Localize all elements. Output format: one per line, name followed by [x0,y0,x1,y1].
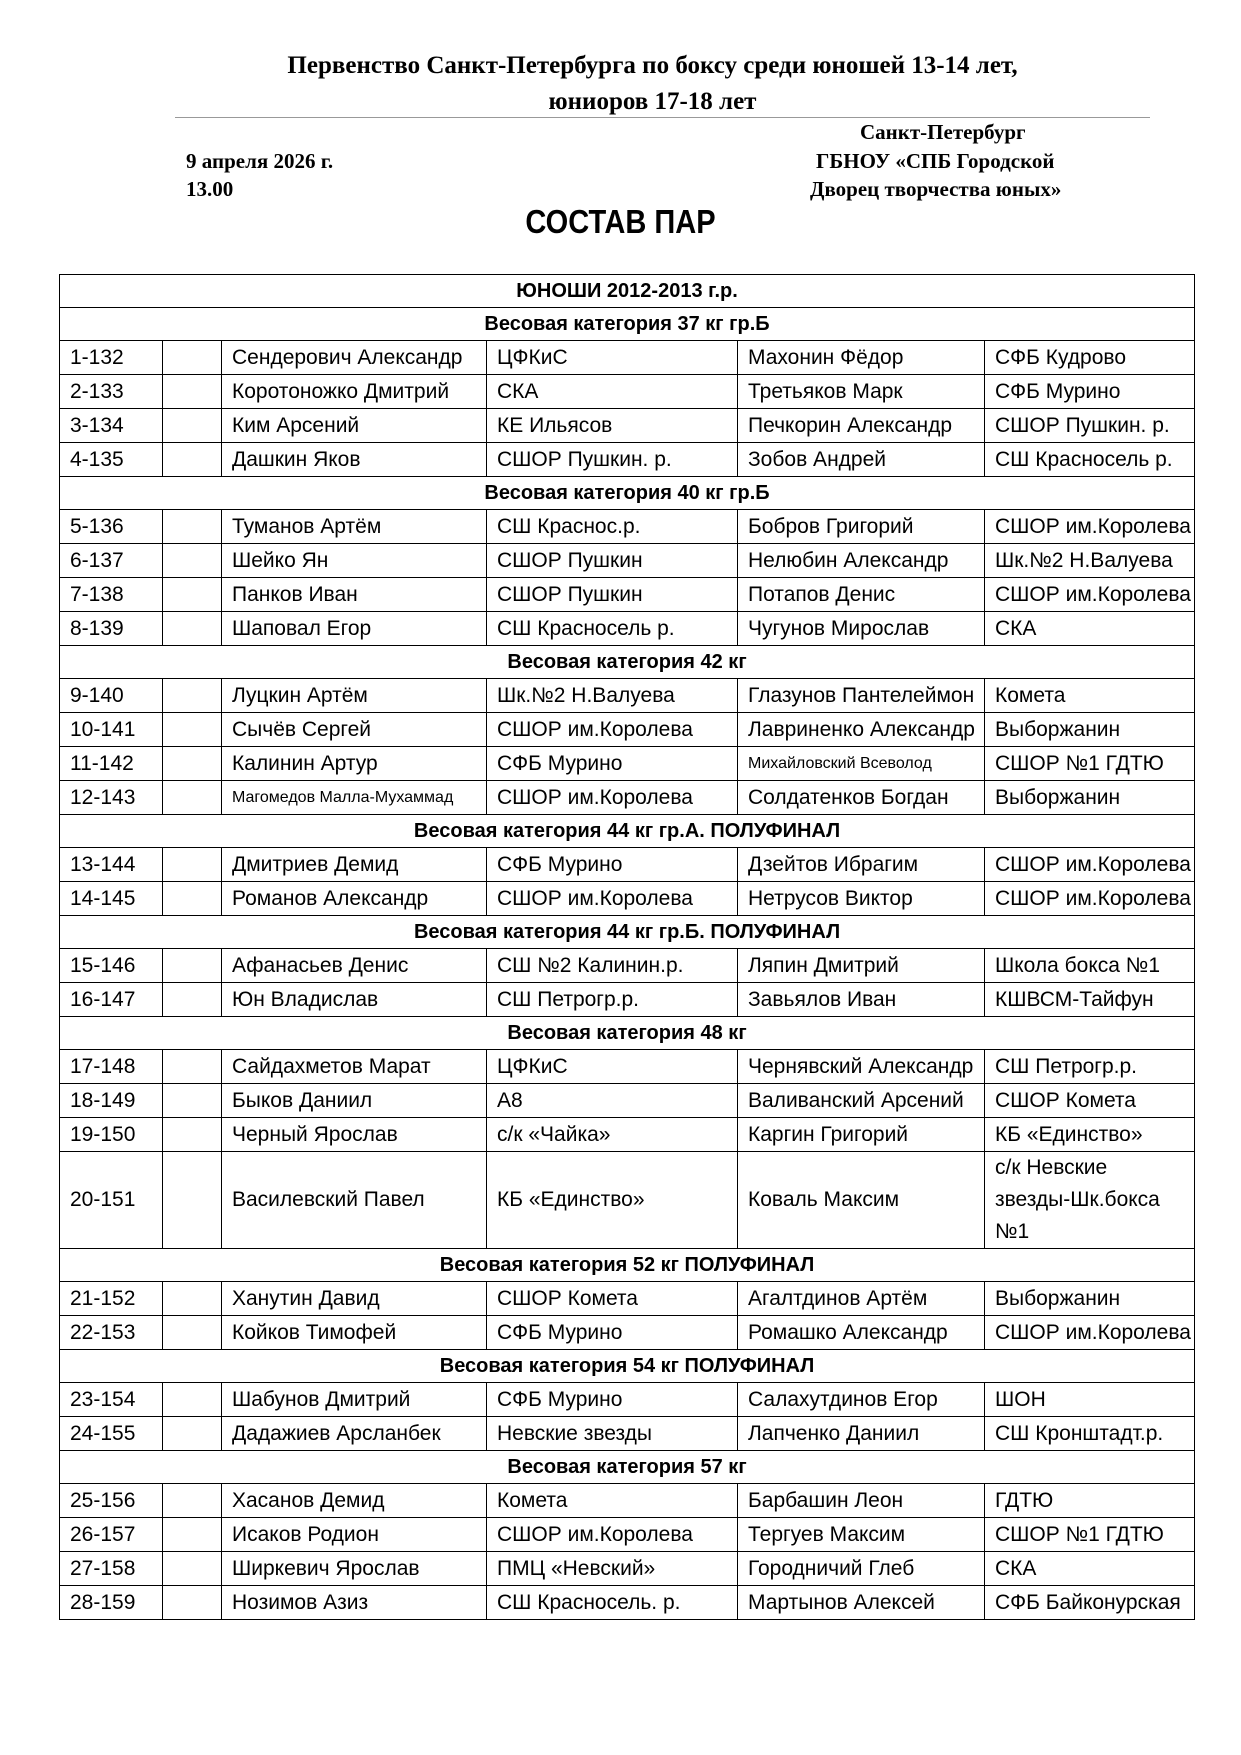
boxer-2-club: СФБ Байконурская [985,1586,1195,1620]
pair-number: 27-158 [60,1552,163,1586]
boxer-1-name: Калинин Артур [222,747,487,781]
pair-row [60,949,1195,983]
boxer-2-club: СФБ Кудрово [985,341,1195,375]
group-title-row [60,275,1195,308]
boxer-1-club: ЦФКиС [487,341,738,375]
boxer-2-name: Лапченко Даниил [738,1417,985,1451]
boxer-2-club: Выборжанин [985,713,1195,747]
boxer-1-name: Койков Тимофей [222,1316,487,1350]
document-title [170,48,1135,120]
boxer-2-name: Печкорин Александр [738,409,985,443]
boxer-2-name: Салахутдинов Егор [738,1383,985,1417]
boxer-2-club: Выборжанин [985,781,1195,815]
empty-cell [163,949,222,983]
boxer-1-name: Исаков Родион [222,1518,487,1552]
empty-cell [163,1383,222,1417]
weight-category-title: Весовая категория 37 кг гр.Б [60,308,1195,341]
weight-category-title: Весовая категория 44 кг гр.Б. ПОЛУФИНАЛ [60,916,1195,949]
boxer-2-name: Валиванский Арсений [738,1084,985,1118]
boxer-2-club: СШ Петрогр.р. [985,1050,1195,1084]
weight-category-row [60,815,1195,848]
pair-number: 25-156 [60,1484,163,1518]
pair-row [60,1316,1195,1350]
weight-category-title: Весовая категория 40 кг гр.Б [60,477,1195,510]
boxer-1-name: Туманов Артём [222,510,487,544]
weight-category-title: Весовая категория 42 кг [60,646,1195,679]
boxer-1-club: СФБ Мурино [487,747,738,781]
venue-line-2: Дворец творчества юных» [810,177,1062,201]
pairs-table-body [60,275,1195,1620]
pair-number: 11-142 [60,747,163,781]
boxer-2-club: СШОР им.Королева [985,1316,1195,1350]
boxer-1-club: СШОР им.Королева [487,713,738,747]
boxer-1-club: СШОР им.Королева [487,1518,738,1552]
boxer-2-club: Выборжанин [985,1282,1195,1316]
boxer-1-club: СШ Петрогр.р. [487,983,738,1017]
pair-row [60,882,1195,916]
pair-row [60,1282,1195,1316]
boxer-2-name: Завьялов Иван [738,983,985,1017]
empty-cell [163,1118,222,1152]
empty-cell [163,375,222,409]
weight-category-title: Весовая категория 52 кг ПОЛУФИНАЛ [60,1249,1195,1282]
boxer-1-club: СШ Красносель. р. [487,1586,738,1620]
pair-row [60,747,1195,781]
boxer-1-club: Комета [487,1484,738,1518]
empty-cell [163,409,222,443]
pair-number: 1-132 [60,341,163,375]
pair-number: 26-157 [60,1518,163,1552]
venue-line-1: ГБНОУ «СПБ Городской [816,149,1055,173]
boxer-1-club: СШОР Пушкин. р. [487,443,738,477]
pair-number: 28-159 [60,1586,163,1620]
pair-row [60,1084,1195,1118]
boxer-1-club: СШОР Пушкин [487,544,738,578]
boxer-2-club: СШ Кронштадт.р. [985,1417,1195,1451]
boxer-1-name: Коротоножко Дмитрий [222,375,487,409]
boxer-2-name: Тергуев Максим [738,1518,985,1552]
boxer-2-name: Глазунов Пантелеймон [738,679,985,713]
boxer-2-name: Городничий Глеб [738,1552,985,1586]
boxer-2-club: КШВСМ-Тайфун [985,983,1195,1017]
boxer-2-club: СШОР им.Королева [985,510,1195,544]
pairs-table [59,274,1195,1620]
pair-number: 6-137 [60,544,163,578]
empty-cell [163,510,222,544]
boxer-1-name: Луцкин Артём [222,679,487,713]
empty-cell [163,341,222,375]
pair-row [60,1518,1195,1552]
boxer-1-club: СШ Красносель р. [487,612,738,646]
boxer-1-club: СФБ Мурино [487,1316,738,1350]
pair-row [60,713,1195,747]
boxer-1-club: СШОР Комета [487,1282,738,1316]
pair-number: 22-153 [60,1316,163,1350]
empty-cell [163,848,222,882]
pair-number: 5-136 [60,510,163,544]
pair-number: 18-149 [60,1084,163,1118]
empty-cell [163,1552,222,1586]
empty-cell [163,747,222,781]
page-heading: СОСТАВ ПАР [525,203,716,240]
boxer-2-club: СКА [985,1552,1195,1586]
empty-cell [163,578,222,612]
empty-cell [163,1484,222,1518]
boxer-2-club: СШОР №1 ГДТЮ [985,1518,1195,1552]
boxer-1-name: Шейко Ян [222,544,487,578]
pair-number: 15-146 [60,949,163,983]
boxer-2-club: ШОН [985,1383,1195,1417]
pair-row [60,1050,1195,1084]
boxer-1-name: Ханутин Давид [222,1282,487,1316]
boxer-1-club: Невские звезды [487,1417,738,1451]
weight-category-row [60,308,1195,341]
pair-row [60,409,1195,443]
group-title: ЮНОШИ 2012-2013 г.р. [60,275,1195,308]
boxer-2-club: СШОР им.Королева [985,578,1195,612]
boxer-2-club: с/к Невские звезды-Шк.бокса №1 [985,1152,1195,1249]
pair-row [60,578,1195,612]
pair-row [60,1417,1195,1451]
weight-category-title: Весовая категория 48 кг [60,1017,1195,1050]
empty-cell [163,443,222,477]
city-label: Санкт-Петербург [860,120,1026,144]
boxer-2-club: СШОР им.Королева [985,848,1195,882]
boxer-1-name: Черный Ярослав [222,1118,487,1152]
pair-number: 13-144 [60,848,163,882]
weight-category-row [60,477,1195,510]
empty-cell [163,1586,222,1620]
pair-row [60,443,1195,477]
weight-category-title: Весовая категория 57 кг [60,1451,1195,1484]
boxer-2-name: Ляпин Дмитрий [738,949,985,983]
pair-row [60,544,1195,578]
boxer-2-name: Агалтдинов Артём [738,1282,985,1316]
pair-row [60,1152,1195,1249]
pair-row [60,612,1195,646]
pair-row [60,1586,1195,1620]
boxer-1-name: Дмитриев Демид [222,848,487,882]
boxer-2-name: Чернявский Александр [738,1050,985,1084]
boxer-1-club: с/к «Чайка» [487,1118,738,1152]
empty-cell [163,1282,222,1316]
boxer-1-name: Хасанов Демид [222,1484,487,1518]
title-divider [175,117,1150,118]
empty-cell [163,1152,222,1249]
empty-cell [163,679,222,713]
event-date: 9 апреля 2026 г. [186,149,334,173]
boxer-1-name: Романов Александр [222,882,487,916]
pair-row [60,781,1195,815]
pair-number: 20-151 [60,1152,163,1249]
boxer-2-name: Каргин Григорий [738,1118,985,1152]
pair-row [60,375,1195,409]
boxer-1-club: ЦФКиС [487,1050,738,1084]
empty-cell [163,1050,222,1084]
empty-cell [163,1316,222,1350]
boxer-1-name: Сайдахметов Марат [222,1050,487,1084]
pair-row [60,983,1195,1017]
boxer-2-name: Мартынов Алексей [738,1586,985,1620]
boxer-2-club: СШОР им.Королева [985,882,1195,916]
boxer-2-club: Комета [985,679,1195,713]
empty-cell [163,1084,222,1118]
pair-number: 24-155 [60,1417,163,1451]
weight-category-row [60,916,1195,949]
empty-cell [163,882,222,916]
boxer-2-name: Нелюбин Александр [738,544,985,578]
boxer-1-club: ПМЦ «Невский» [487,1552,738,1586]
pair-number: 17-148 [60,1050,163,1084]
boxer-1-club: СФБ Мурино [487,848,738,882]
boxer-2-name: Нетрусов Виктор [738,882,985,916]
weight-category-row [60,1249,1195,1282]
title-line-1: Первенство Санкт-Петербурга по боксу среди юношей 13-14 лет, [287,52,1018,79]
weight-category-row [60,1350,1195,1383]
boxer-2-name: Бобров Григорий [738,510,985,544]
empty-cell [163,1417,222,1451]
boxer-2-club: СШОР Пушкин. р. [985,409,1195,443]
boxer-1-club: КБ «Единство» [487,1152,738,1249]
boxer-2-name: Дзейтов Ибрагим [738,848,985,882]
boxer-2-name: Лавриненко Александр [738,713,985,747]
boxer-1-club: СФБ Мурино [487,1383,738,1417]
boxer-1-club: СШ №2 Калинин.р. [487,949,738,983]
boxer-1-club: А8 [487,1084,738,1118]
boxer-1-club: СШОР им.Королева [487,882,738,916]
boxer-1-club: СШ Краснос.р. [487,510,738,544]
boxer-1-name: Нозимов Азиз [222,1586,487,1620]
boxer-2-club: Шк.№2 Н.Валуева [985,544,1195,578]
boxer-1-club: СКА [487,375,738,409]
empty-cell [163,544,222,578]
pair-row [60,1484,1195,1518]
empty-cell [163,713,222,747]
boxer-2-club: СШ Красносель р. [985,443,1195,477]
boxer-1-name: Шаповал Егор [222,612,487,646]
boxer-2-name: Зобов Андрей [738,443,985,477]
boxer-2-club: Школа бокса №1 [985,949,1195,983]
boxer-2-name: Ромашко Александр [738,1316,985,1350]
boxer-1-name: Юн Владислав [222,983,487,1017]
pair-number: 14-145 [60,882,163,916]
boxer-1-club: Шк.№2 Н.Валуева [487,679,738,713]
boxer-1-club: СШОР Пушкин [487,578,738,612]
boxer-1-club: КЕ Ильясов [487,409,738,443]
boxer-2-name: Чугунов Мирослав [738,612,985,646]
pair-number: 4-135 [60,443,163,477]
boxer-2-club: СШОР Комета [985,1084,1195,1118]
pair-number: 23-154 [60,1383,163,1417]
pair-number: 3-134 [60,409,163,443]
empty-cell [163,781,222,815]
boxer-1-name: Сендерович Александр [222,341,487,375]
pair-row [60,848,1195,882]
pair-row [60,1118,1195,1152]
pair-row [60,679,1195,713]
pair-row [60,1552,1195,1586]
boxer-2-club: КБ «Единство» [985,1118,1195,1152]
boxer-1-name: Ким Арсений [222,409,487,443]
boxer-2-club: СФБ Мурино [985,375,1195,409]
boxer-1-name: Быков Даниил [222,1084,487,1118]
boxer-2-name: Солдатенков Богдан [738,781,985,815]
pair-row [60,1383,1195,1417]
boxer-1-name: Дадажиев Арсланбек [222,1417,487,1451]
pair-number: 12-143 [60,781,163,815]
boxer-1-name: Афанасьев Денис [222,949,487,983]
boxer-1-name: Панков Иван [222,578,487,612]
boxer-2-club: СШОР №1 ГДТЮ [985,747,1195,781]
pair-number: 21-152 [60,1282,163,1316]
boxer-1-name: Магомедов Малла-Мухаммад [222,781,487,815]
boxer-1-name: Сычёв Сергей [222,713,487,747]
weight-category-row [60,1451,1195,1484]
boxer-2-name: Михайловский Всеволод [738,747,985,781]
boxer-1-name: Дашкин Яков [222,443,487,477]
pair-number: 19-150 [60,1118,163,1152]
boxer-1-name: Василевский Павел [222,1152,487,1249]
boxer-2-name: Коваль Максим [738,1152,985,1249]
boxer-2-club: ГДТЮ [985,1484,1195,1518]
pair-number: 2-133 [60,375,163,409]
weight-category-row [60,1017,1195,1050]
pair-row [60,341,1195,375]
pair-number: 9-140 [60,679,163,713]
weight-category-row [60,646,1195,679]
boxer-2-name: Третьяков Марк [738,375,985,409]
boxer-2-name: Барбашин Леон [738,1484,985,1518]
pair-number: 10-141 [60,713,163,747]
pair-number: 8-139 [60,612,163,646]
boxer-2-name: Махонин Фёдор [738,341,985,375]
empty-cell [163,612,222,646]
boxer-1-club: СШОР им.Королева [487,781,738,815]
title-line-2: юниоров 17-18 лет [548,88,757,115]
pair-row [60,510,1195,544]
boxer-1-name: Шабунов Дмитрий [222,1383,487,1417]
empty-cell [163,1518,222,1552]
weight-category-title: Весовая категория 54 кг ПОЛУФИНАЛ [60,1350,1195,1383]
boxer-2-name: Потапов Денис [738,578,985,612]
weight-category-title: Весовая категория 44 кг гр.А. ПОЛУФИНАЛ [60,815,1195,848]
pair-number: 7-138 [60,578,163,612]
pair-number: 16-147 [60,983,163,1017]
empty-cell [163,983,222,1017]
boxer-1-name: Ширкевич Ярослав [222,1552,487,1586]
boxer-2-club: СКА [985,612,1195,646]
event-time: 13.00 [186,177,234,201]
